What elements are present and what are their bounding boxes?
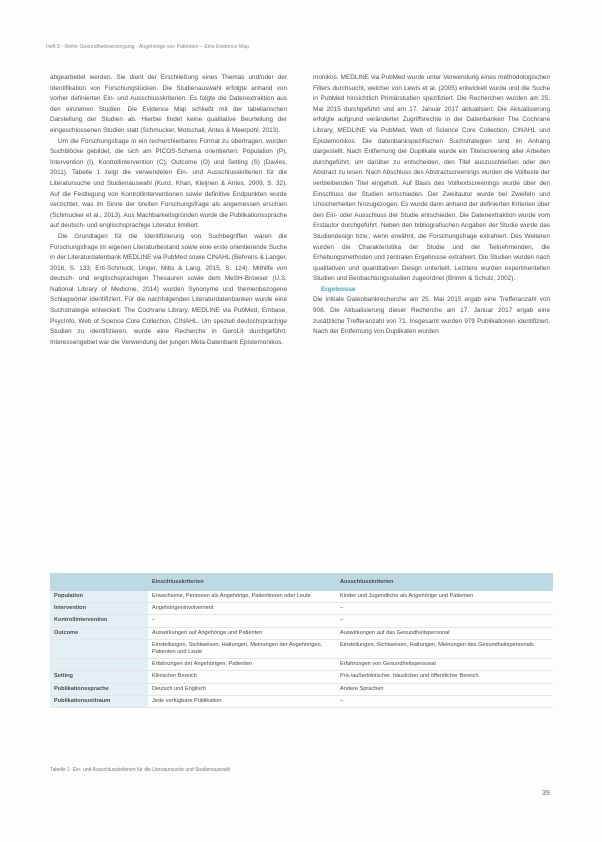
paragraph: Die Grundlagen für die Identifizierung von Suchbegriffen waren die Forschungsfrage im eigenen Literaturbestand sowie eine erste orientierende Suche in der Literaturdatenbank MEDLINE via PubMed sowie CINAHL (Behrens & Langer, 2016, S. 133; Ertl-Schmuck, Unger, Mibs & Lang, 2015, S. 124). Mithilfe von deutsch- und englischsprachigen Thesauren sowie dem MeSH-Browser (U.S. National Library of Medicine, 2014) wurden Synonyme und themenbezogene Schlagwörter identifiziert. Für die nachfolgenden Literaturdatenbanken wurde eine Suchstrategie entwickelt: The Cochrane Library, MEDLINE via PubMed, Embase, PsycInfo, Web of Science Core Collection, CINAHL. Um speziell deutschsprachige Studien zu identifizieren, wurde eine Recherche in GeroLit durchgeführt. Interessengebiet war die Verwendung der jungen Meta-Datenbank Epistemonikos. bbox=[50, 232, 287, 346]
table-row bbox=[50, 627, 553, 639]
table-caption: Tabelle 1: Ein- und Ausschlusskriterien für die Literatursuche und Studienauswahl bbox=[50, 767, 231, 773]
table-row bbox=[50, 591, 553, 603]
table-row bbox=[50, 659, 553, 671]
paragraph: Die initiale Datenbankrecherche am 25. Mai 2015 ergab eine Trefferanzahl von 908. Die Aktualisierung dieser Recherche am 17. Januar 2017 ergab eine zusätzliche Trefferanzahl von 71. Insgesamt wurden 979 Publikationen identifiziert. Nach der Entfernung von Duplikaten wurden bbox=[313, 296, 550, 336]
inclusion-cell: Deutsch und Englisch bbox=[148, 683, 336, 695]
row-label: Setting bbox=[50, 671, 148, 683]
paragraph: abgearbeitet werden. Sie dient der Erschließung eines Themas und/oder der Identifikation von Forschungslücken. Die Studienauswahl erfolgte anhand von vorher definierten Ein- und Ausschlusskriterien. Es folgte die Datenextraktion aus den einzelnen Studien. Die Evidence Map schließt mit der tabellarischen Darstellung der Studien ab. Hierbei findet keine qualitative Beurteilung der eingeschlossenen Studien statt (Schmucker, Motschall, Antes & Meerpohl, 2013). bbox=[50, 74, 287, 134]
exclusion-cell: – bbox=[336, 603, 553, 615]
row-label bbox=[50, 639, 148, 658]
running-header: Heft 3 · Reihe Gesundheitsversorgung · Angehörige von Patienten – Eine Evidence Map bbox=[46, 44, 250, 50]
table-row bbox=[50, 603, 553, 615]
table-row bbox=[50, 683, 553, 695]
exclusion-cell: Andere Sprachen bbox=[336, 683, 553, 695]
row-label bbox=[50, 659, 148, 671]
inclusion-cell: Auswirkungen auf Angehörige und Patienten bbox=[148, 627, 336, 639]
inclusion-cell: Einstellungen, Sichtweisen, Haltungen, Meinungen der Angehörigen, Patienten und Leute bbox=[148, 639, 336, 658]
row-label: Population bbox=[50, 591, 148, 603]
exclusion-cell: – bbox=[336, 615, 553, 627]
inclusion-cell: Erwachsene, Personen als Angehörige, Patientinnen oder Leute bbox=[148, 591, 336, 603]
table-row bbox=[50, 615, 553, 627]
table-row bbox=[50, 695, 553, 707]
inclusion-cell: Klinischer Bereich bbox=[148, 671, 336, 683]
table-header-cell bbox=[50, 573, 148, 591]
page-number: 39 bbox=[542, 790, 550, 797]
exclusion-cell: Erfahrungen von Gesundheitspersonal bbox=[336, 659, 553, 671]
paragraph: monikos. MEDLINE via PubMed wurde unter Verwendung eines methodologischen Filters durchsucht, welcher von Lewis et al. (2005) entwickelt wurde und die Suche in PubMed hinsichtlich Primärstudien spezifiziert. Die Recherchen wurden am 25. Mai 2015 durchgeführt und am 17. Januar 2017 aktualisiert. Die Aktualisierung erfolgte aufgrund veränderter Zugriffsrechte in der Datenbanken The Cochrane Library, MEDLINE via PubMed, Web of Science Core Collection, CINAHL und Epistemonikos. Die datenbankspezifischen Suchstrategien sind im Anhang dargestellt. Nach Entfernung der Duplikate wurde ein Titelscreening aller Arbeiten durchgeführt, um darüber zu entscheiden, den Titel auszuschließen oder den Abstract zu lesen. Nach Abschluss des Abstractscreenings wurden die Volltexte der verbleibenden Titel eingeholt. Auf Basis des Volltextscreenings wurde über den Einschluss der Studien entschieden. Der Zweitautor wurde bei Zweifeln und Unsicherheiten hinzugezogen. Es wurde dann anhand der definierten Kriterien über den Ein- oder Ausschluss der Studie entschieden. Die Datenextraktion wurde vom Erstautor durchgeführt. Neben den bibliografischen Angaben der Studie wurde das Studiendesign bzw., wenn erwähnt, die Forschungsfrage extrahiert. Des Weiteren wurden die Charakteristika der Studie und der Teilnehmenden, die Erhebungsmethoden und zentralen Ergebnisse extrahiert. Die Studien wurden nach qualitativen und quantitativen Design unterteilt. Letztere wurden experimentellen Studien und Beobachtungsstudien zugeordnet (Brimm & Schulz, 2002). bbox=[313, 74, 550, 283]
inclusion-cell: Erfahrungen der Angehörigen, Patienten bbox=[148, 659, 336, 671]
exclusion-cell: Einstellungen, Sichtweisen, Haltungen, Meinungen des Gesundheitspersonals bbox=[336, 639, 553, 658]
table-header-cell: Einschlusskriterien bbox=[148, 573, 336, 591]
section-heading: Ergebnisse bbox=[321, 285, 356, 293]
inclusion-cell: Angehörigeninvolvement bbox=[148, 603, 336, 615]
row-label: Intervention bbox=[50, 603, 148, 615]
exclusion-cell: Prä-/außerklinischer, häuslicher und öffentlicher Bereich bbox=[336, 671, 553, 683]
exclusion-cell: Kinder und Jugendliche als Angehörige und Patienten bbox=[336, 591, 553, 603]
table-header-cell: Ausschlusskriterien bbox=[336, 573, 553, 591]
criteria-table-container bbox=[50, 573, 553, 708]
inclusion-cell: – bbox=[148, 615, 336, 627]
table-header-row bbox=[50, 573, 553, 591]
table-row bbox=[50, 639, 553, 658]
row-label: Outcome bbox=[50, 627, 148, 639]
inclusion-cell: Jede verfügbare Publikation bbox=[148, 695, 336, 707]
exclusion-cell: – bbox=[336, 695, 553, 707]
criteria-table bbox=[50, 573, 553, 708]
exclusion-cell: Auswirkungen auf das Gesundheitspersonal bbox=[336, 627, 553, 639]
row-label: Publikationssprache bbox=[50, 683, 148, 695]
row-label: Kontrollintervention bbox=[50, 615, 148, 627]
table-row bbox=[50, 671, 553, 683]
left-column bbox=[50, 73, 287, 348]
paragraph: Um die Forschungsfrage in ein recherchierbares Format zu übertragen, wurden Suchblöcke gebildet, die sich am PICOS-Schema orientierten: Population (P), Intervention (I), Kontrollintervention (C), Outcome (O) und Setting (S) (Davies, 2011). Tabelle 1 zeigt die verwendeten Ein- und Ausschlusskriterien für die Literatursuche und Studienauswahl (Kunz, Khan, Kleijnen & Antes, 2009, S. 32). Auf die Festlegung von Kontrollinterventionen sowie definitive Endpunkten wurde verzichtet, was im Sinne der breiten Forschungsfrage als angemessen erschien (Schmucker et al., 2013). Aus Machbarkeitsgründen wurde die Publikationssprache auf deutsch- und englischsprachige Literatur limitiert. bbox=[50, 137, 287, 230]
right-column bbox=[313, 73, 550, 338]
row-label: Publikationszeitraum bbox=[50, 695, 148, 707]
